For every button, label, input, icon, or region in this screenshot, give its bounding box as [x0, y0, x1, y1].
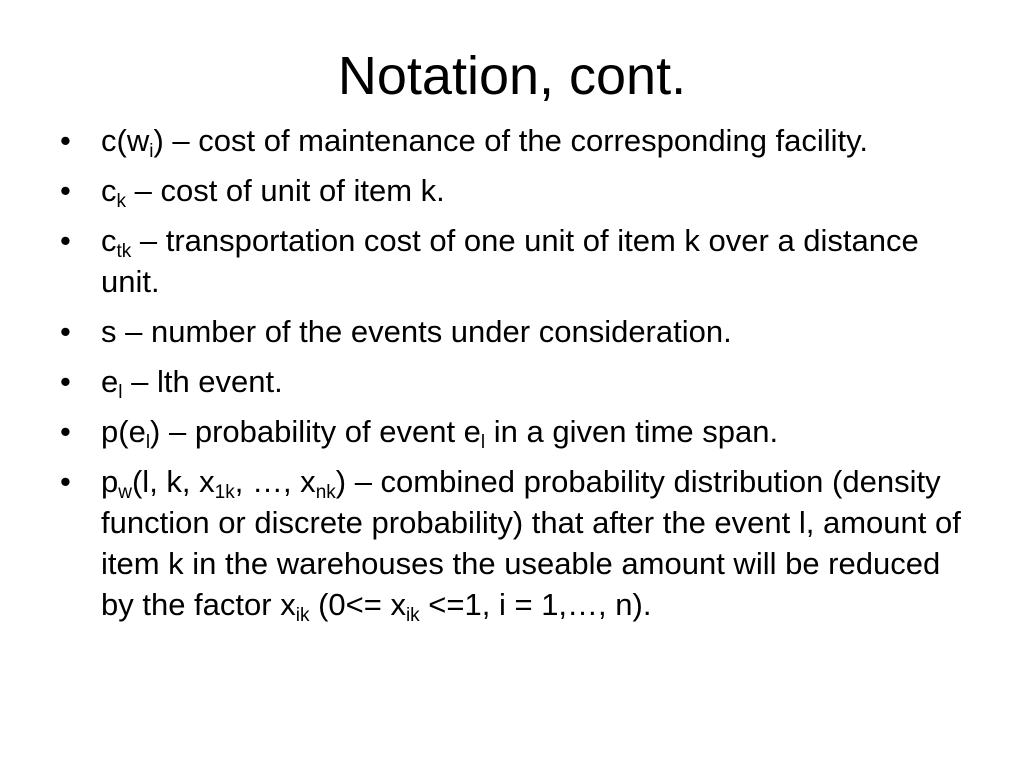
text-run: <=1, i = 1,…, n). — [419, 587, 652, 622]
text-run: ) – combined probability distribution (density function or discrete probability) that after the event l, amount of item k in the warehouses the useable amount will be reduced by the factor x — [101, 464, 961, 622]
bullet-dot-icon: • — [60, 123, 71, 158]
bullet-text — [101, 123, 868, 162]
text-run: p(e — [101, 414, 146, 449]
text-run: – lth event. — [122, 364, 283, 399]
subscript: l — [480, 432, 486, 453]
subscript: tk — [116, 241, 132, 262]
subscript: l — [118, 382, 123, 403]
bullet-item — [60, 120, 980, 161]
bullet-text — [101, 173, 445, 212]
subscript: k — [116, 191, 126, 212]
bullet-item — [60, 220, 980, 302]
text-run: s – number of the events under consideration. — [101, 314, 732, 349]
bullet-item — [60, 411, 980, 452]
bullet-dot-icon: • — [60, 464, 71, 499]
bullet-dot-icon: • — [60, 314, 71, 349]
bullet-text — [101, 223, 919, 299]
text-run: (l, k, x — [131, 464, 215, 499]
text-run: in a given time span. — [485, 414, 779, 449]
subscript: l — [145, 432, 151, 453]
slide-title: Notation, cont. — [337, 46, 687, 106]
text-run: ) – probability of event e — [150, 414, 481, 449]
bullet-item — [60, 361, 980, 402]
bullet-item — [60, 461, 980, 625]
bullet-dot-icon: • — [60, 364, 71, 399]
subscript: w — [118, 482, 132, 503]
text-run: c — [101, 223, 117, 258]
text-run: c(w — [101, 123, 150, 158]
text-run: – cost of unit of item k. — [126, 173, 445, 208]
subscript: nk — [315, 482, 336, 503]
bullet-list — [60, 120, 980, 634]
bullet-text — [101, 314, 732, 349]
text-run: (0<= x — [309, 587, 406, 622]
subscript: ik — [405, 605, 420, 626]
text-run: ) – cost of maintenance of the corresponding facility. — [153, 123, 868, 158]
text-run: – transportation cost of one unit of item k over a distance unit. — [101, 223, 919, 299]
bullet-text — [101, 414, 779, 453]
subscript: 1k — [214, 482, 235, 503]
text-run: e — [101, 364, 119, 399]
subscript: i — [149, 141, 154, 162]
text-run: c — [101, 173, 117, 208]
bullet-item — [60, 170, 980, 211]
bullet-text — [101, 464, 961, 626]
subscript: ik — [295, 605, 310, 626]
bullet-item — [60, 311, 980, 352]
bullet-dot-icon: • — [60, 223, 71, 258]
text-run: p — [101, 464, 119, 499]
bullet-dot-icon: • — [60, 414, 71, 449]
text-run: , …, x — [234, 464, 316, 499]
bullet-dot-icon: • — [60, 173, 71, 208]
bullet-text — [101, 364, 283, 403]
